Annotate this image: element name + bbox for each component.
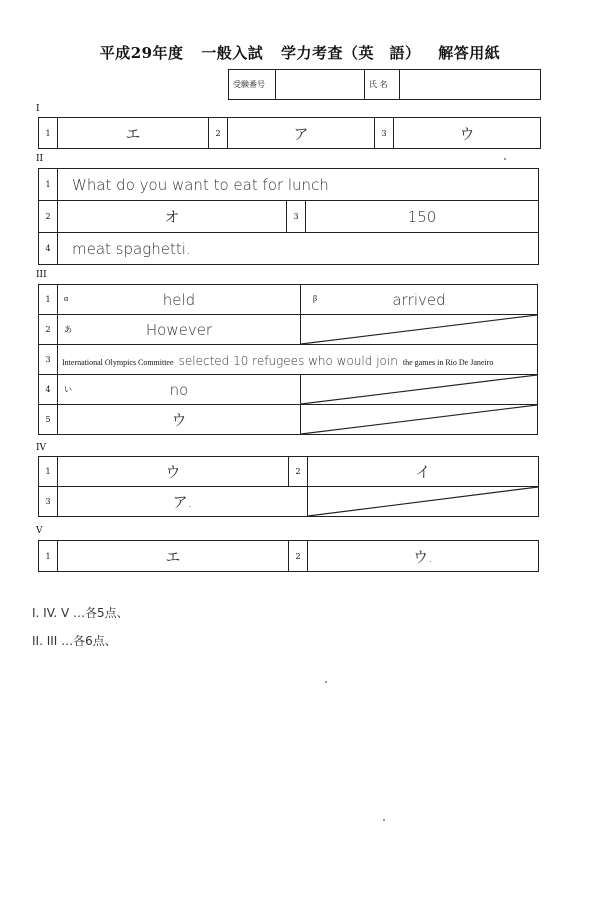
q-number: 1 — [39, 541, 58, 572]
prompt-prefix: International Olympics Committee — [62, 358, 174, 367]
answer-field[interactable] — [58, 315, 301, 345]
answer-field[interactable]: オ — [58, 201, 287, 233]
title-era: 平成29年度 — [99, 44, 184, 62]
q-number: 3 — [375, 118, 394, 149]
diagonal-strike — [301, 405, 537, 434]
answer-text: However — [145, 320, 213, 339]
blank-cell — [301, 375, 538, 405]
name-field[interactable] — [400, 70, 541, 100]
answer-field[interactable]: 150 — [306, 201, 539, 233]
section-5-table — [38, 540, 539, 572]
answer-field[interactable]: ウ. — [308, 541, 539, 572]
answer-field[interactable]: ウ — [394, 118, 541, 149]
title-sheet: 解答用紙 — [438, 44, 501, 62]
answer-field[interactable] — [301, 285, 538, 315]
section-4-label: IV — [36, 443, 47, 453]
q-number: 4 — [39, 233, 58, 265]
section-3-label: III — [36, 270, 47, 280]
page-title — [0, 42, 600, 63]
answer-field[interactable]: ウ — [58, 405, 301, 435]
scan-speck — [325, 681, 327, 683]
title-exam: 一般入試 — [201, 44, 264, 62]
prompt-suffix: the games in Rio De Janeiro — [402, 358, 494, 367]
answer-field[interactable]: エ — [58, 118, 209, 149]
answer-field[interactable] — [58, 345, 538, 375]
blank-cell — [308, 487, 539, 517]
q-number: 5 — [39, 405, 58, 435]
scan-speck — [504, 158, 506, 160]
section-4-table — [38, 456, 539, 517]
section-2-table — [38, 168, 539, 265]
q-number: 3 — [287, 201, 306, 233]
q-number: 2 — [39, 201, 58, 233]
answer-field[interactable]: ア — [228, 118, 375, 149]
answer-field[interactable]: イ — [308, 457, 539, 487]
exam-number-field[interactable] — [276, 70, 365, 100]
info-box — [228, 69, 541, 100]
q-number: 2 — [289, 541, 308, 572]
answer-field[interactable] — [58, 375, 301, 405]
name-label: 氏 名 — [365, 70, 400, 100]
diagonal-strike — [301, 375, 537, 404]
answer-field[interactable]: ウ — [58, 457, 289, 487]
answer-text: no — [169, 380, 189, 399]
title-subject: 学力考査（英 語） — [281, 44, 421, 62]
answer-field[interactable] — [58, 285, 301, 315]
section-5-label: V — [36, 526, 43, 536]
q-number: 2 — [39, 315, 58, 345]
q-number: 3 — [39, 487, 58, 517]
q-number: 1 — [39, 169, 58, 201]
q-number: 3 — [39, 345, 58, 375]
answer-field[interactable]: meat spaghetti. — [58, 233, 539, 265]
section-1-table — [38, 117, 541, 149]
sub-label: い — [64, 385, 72, 394]
q-number: 4 — [39, 375, 58, 405]
answer-text: selected 10 refugees who would join — [178, 354, 398, 368]
score-note-2: II. III …各6点、 — [32, 634, 117, 648]
score-note-1: I. IV. V …各5点、 — [32, 606, 129, 620]
blank-cell — [301, 405, 538, 435]
diagonal-strike — [301, 315, 537, 344]
q-number: 2 — [209, 118, 228, 149]
q-number: 1 — [39, 457, 58, 487]
answer-field[interactable]: エ — [58, 541, 289, 572]
blank-cell — [301, 315, 538, 345]
exam-number-label: 受験番号 — [229, 70, 276, 100]
section-3-table — [38, 284, 538, 435]
section-2-label: II — [36, 154, 44, 164]
scan-speck — [383, 819, 385, 821]
answer-field[interactable]: What do you want to eat for lunch — [58, 169, 539, 201]
sub-label: β — [313, 294, 318, 303]
sub-label: α — [64, 294, 69, 303]
answer-text: held — [162, 290, 196, 309]
q-number: 1 — [39, 118, 58, 149]
q-number: 2 — [289, 457, 308, 487]
section-1-label: I — [36, 104, 40, 114]
q-number: 1 — [39, 285, 58, 315]
answer-field[interactable]: ア. — [58, 487, 308, 517]
diagonal-strike — [308, 487, 538, 516]
sub-label: あ — [64, 325, 72, 334]
answer-text: arrived — [392, 290, 446, 309]
